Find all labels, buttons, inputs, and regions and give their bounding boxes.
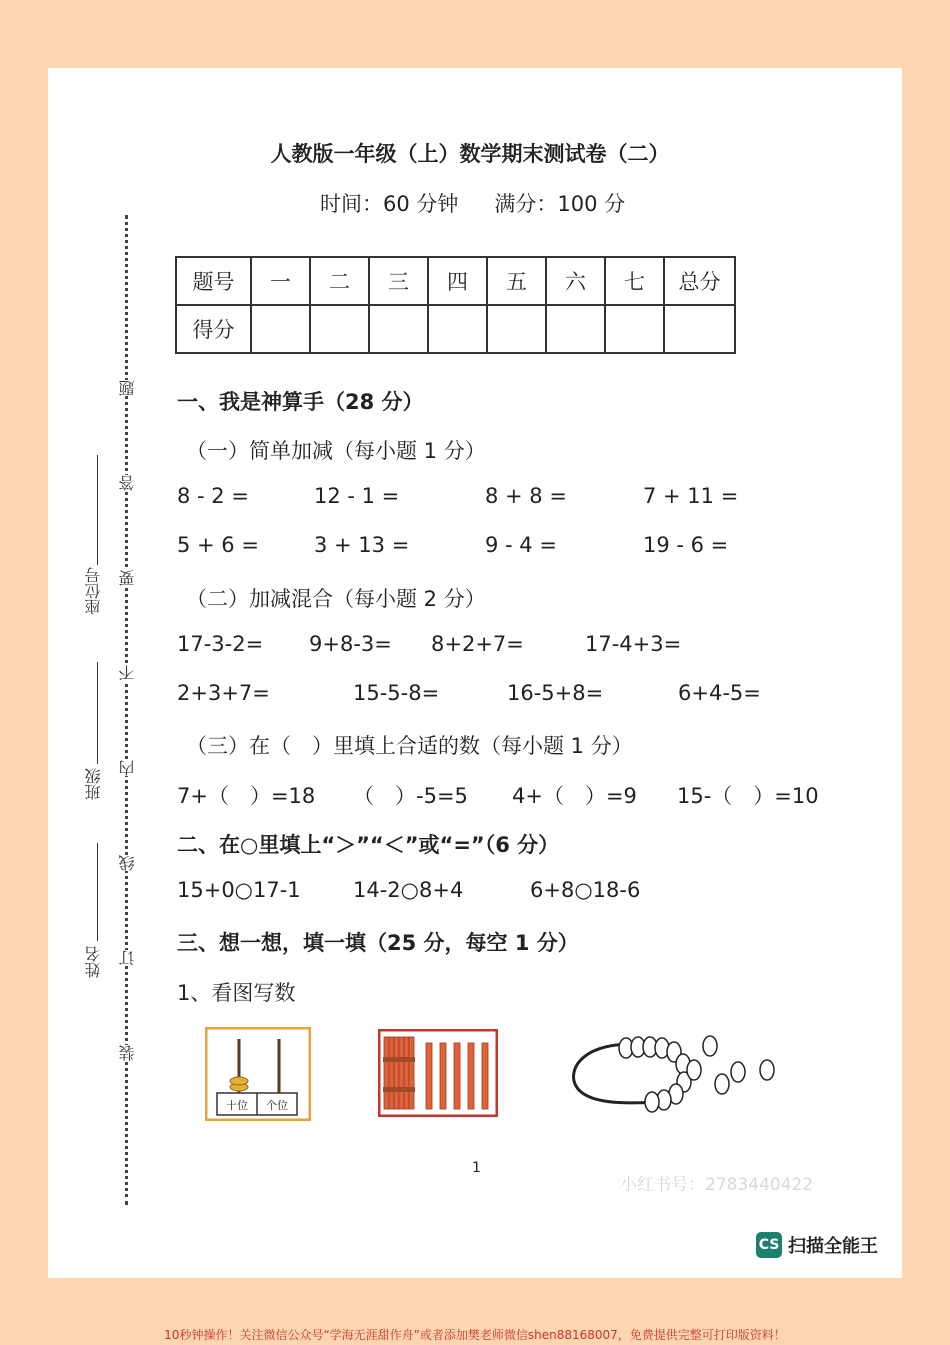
compare-problem: 6+8○18-6 bbox=[530, 878, 641, 902]
bead bbox=[731, 1062, 745, 1082]
score-cell[interactable] bbox=[428, 305, 487, 353]
problem: 19 - 6 = bbox=[643, 533, 729, 557]
score-cell[interactable] bbox=[310, 305, 369, 353]
score-header-cell: 五 bbox=[487, 257, 546, 305]
binding-word: 题 bbox=[118, 380, 137, 396]
section3-item1: 1、看图写数 bbox=[177, 981, 296, 1005]
bead bbox=[703, 1036, 717, 1056]
stick bbox=[426, 1043, 432, 1109]
part1-heading: （一）简单加减（每小题 1 分） bbox=[186, 439, 486, 463]
score-header-cell: 七 bbox=[605, 257, 664, 305]
problem: 5 + 6 = bbox=[177, 533, 259, 557]
compare-problem: 15+0○17-1 bbox=[177, 878, 301, 902]
score-row-label: 得分 bbox=[176, 305, 251, 353]
score-cell[interactable] bbox=[487, 305, 546, 353]
problem: 6+4-5= bbox=[678, 681, 761, 705]
problem: 9+8-3= bbox=[309, 632, 392, 656]
binding-word: 不 bbox=[118, 665, 137, 681]
stick bbox=[454, 1043, 460, 1109]
problem: 3 + 13 = bbox=[314, 533, 410, 557]
beads-picture bbox=[568, 1032, 780, 1116]
problem: 15-（ ）=10 bbox=[677, 784, 819, 808]
score-cell[interactable] bbox=[664, 305, 735, 353]
bead bbox=[645, 1092, 659, 1112]
abacus-picture bbox=[205, 1027, 311, 1121]
score-header-cell: 四 bbox=[428, 257, 487, 305]
binding-word: 答 bbox=[118, 475, 137, 491]
problem: 12 - 1 = bbox=[314, 484, 400, 508]
class-field-line bbox=[97, 662, 98, 764]
page-number: 1 bbox=[472, 1160, 481, 1176]
seat-field-line bbox=[97, 455, 98, 565]
score-table-header-row bbox=[176, 257, 735, 305]
abacus-bead bbox=[230, 1077, 248, 1085]
problem: 17-4+3= bbox=[585, 632, 682, 656]
part2-heading: （二）加减混合（每小题 2 分） bbox=[186, 587, 486, 611]
binding-word: 内 bbox=[118, 760, 137, 776]
name-field-line bbox=[97, 843, 98, 941]
binding-word: 装 bbox=[118, 1045, 137, 1061]
binding-word: 线 bbox=[118, 855, 137, 871]
exam-title: 人教版一年级（上）数学期末测试卷（二） bbox=[270, 142, 670, 166]
sticks-picture bbox=[378, 1029, 498, 1117]
scanner-label: 扫描全能王 bbox=[788, 1236, 878, 1257]
section3-heading: 三、想一想，填一填（25 分，每空 1 分） bbox=[177, 931, 579, 955]
time-limit: 时间：60 分钟 bbox=[320, 192, 459, 216]
name-label: 姓名 bbox=[84, 946, 103, 978]
scanner-badge bbox=[756, 1232, 878, 1258]
problem: 7+（ ）=18 bbox=[177, 784, 316, 808]
problem: 7 + 11 = bbox=[643, 484, 739, 508]
watermark: 小红书号：2783440422 bbox=[620, 1175, 814, 1195]
full-score: 满分：100 分 bbox=[494, 192, 626, 216]
ones-label: 个位 bbox=[266, 1099, 288, 1112]
score-header-cell: 题号 bbox=[176, 257, 251, 305]
problem: 8+2+7= bbox=[431, 632, 524, 656]
stick bbox=[440, 1043, 446, 1109]
score-cell[interactable] bbox=[546, 305, 605, 353]
problem: 8 + 8 = bbox=[485, 484, 567, 508]
problem: 9 - 4 = bbox=[485, 533, 557, 557]
score-header-cell: 三 bbox=[369, 257, 428, 305]
section2-heading: 二、在○里填上“＞”“＜”或“=”（6 分） bbox=[177, 833, 560, 857]
score-header-cell: 二 bbox=[310, 257, 369, 305]
class-label: 班级 bbox=[84, 768, 103, 800]
bead bbox=[760, 1060, 774, 1080]
score-header-cell: 六 bbox=[546, 257, 605, 305]
bead bbox=[715, 1074, 729, 1094]
binding-word: 订 bbox=[118, 950, 137, 966]
score-cell[interactable] bbox=[251, 305, 310, 353]
part3-heading: （三）在（ ）里填上合适的数（每小题 1 分） bbox=[186, 734, 633, 758]
problem: 15-5-8= bbox=[353, 681, 440, 705]
stick bbox=[482, 1043, 488, 1109]
footer-notice: 10秒钟操作！关注微信公众号“学海无涯甜作舟”或者添加樊老师微信shen88168007，免费提供完整可打印版资料！ bbox=[164, 1328, 786, 1342]
problem: 17-3-2= bbox=[177, 632, 264, 656]
stick bbox=[468, 1043, 474, 1109]
compare-problem: 14-2○8+4 bbox=[353, 878, 464, 902]
problem: 16-5+8= bbox=[507, 681, 604, 705]
score-header-cell: 一 bbox=[251, 257, 310, 305]
stick-bundle bbox=[383, 1037, 415, 1109]
section1-heading: 一、我是神算手（28 分） bbox=[177, 390, 424, 414]
score-table bbox=[175, 256, 736, 354]
score-cell[interactable] bbox=[369, 305, 428, 353]
camscanner-logo-icon: CS bbox=[756, 1232, 782, 1258]
score-cell[interactable] bbox=[605, 305, 664, 353]
score-header-cell: 总分 bbox=[664, 257, 735, 305]
seat-number-label: 座位号 bbox=[84, 567, 103, 615]
problem: 2+3+7= bbox=[177, 681, 270, 705]
problem: 4+（ ）=9 bbox=[512, 784, 637, 808]
score-table-score-row bbox=[176, 305, 735, 353]
exam-meta bbox=[320, 188, 661, 218]
problem: （ ）-5=5 bbox=[353, 784, 468, 808]
tens-label: 十位 bbox=[226, 1099, 248, 1112]
problem: 8 - 2 = bbox=[177, 484, 249, 508]
binding-word: 要 bbox=[118, 570, 137, 586]
bead bbox=[687, 1060, 701, 1080]
